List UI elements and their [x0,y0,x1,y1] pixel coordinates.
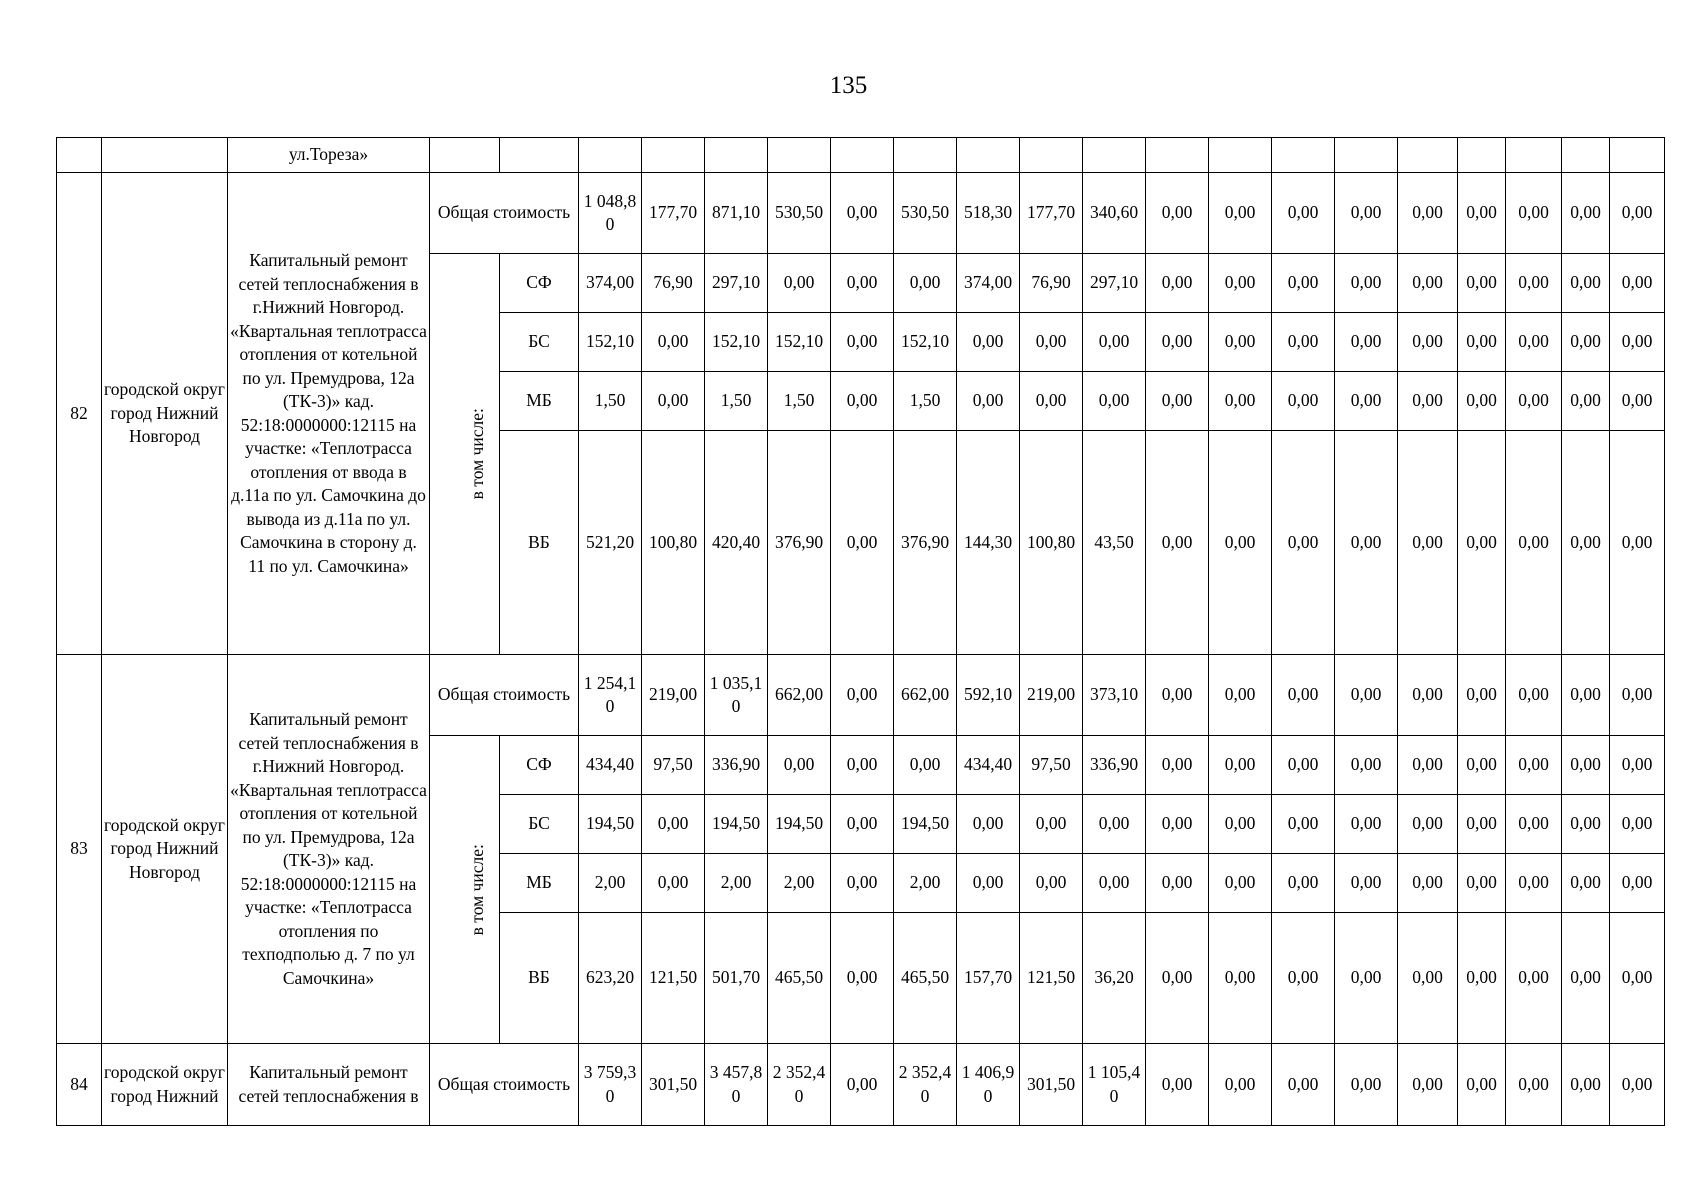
value-cell: 0,00 [1610,313,1665,372]
value-cell: 0,00 [1610,736,1665,795]
empty-cell [1610,138,1665,173]
value-cell: 0,00 [1083,854,1146,913]
empty-cell [102,138,228,173]
value-cell: 3 457,80 [705,1044,768,1126]
empty-cell [1083,138,1146,173]
value-cell: 0,00 [1398,372,1458,431]
value-cell: 0,00 [1209,313,1272,372]
value-cell: 0,00 [1562,655,1610,736]
empty-cell [1398,138,1458,173]
total-cost-label: Общая стоимость [430,655,579,736]
value-cell: 0,00 [831,313,894,372]
value-cell: 0,00 [831,1044,894,1126]
value-cell: 0,00 [1398,173,1458,254]
value-cell: 0,00 [1506,913,1562,1044]
total-cost-label: Общая стоимость [430,173,579,254]
value-cell: 0,00 [1610,431,1665,655]
empty-cell [894,138,957,173]
value-cell: 0,00 [1610,854,1665,913]
value-cell: 434,40 [957,736,1020,795]
value-cell: 0,00 [1610,1044,1665,1126]
value-cell: 521,20 [579,431,642,655]
value-cell: 340,60 [1083,173,1146,254]
value-cell: 100,80 [642,431,705,655]
value-cell: 0,00 [1335,655,1398,736]
value-cell: 0,00 [957,313,1020,372]
value-cell: 0,00 [1398,431,1458,655]
value-cell: 592,10 [957,655,1020,736]
value-cell: 0,00 [642,372,705,431]
value-cell: 0,00 [1209,254,1272,313]
value-cell: 434,40 [579,736,642,795]
value-cell: 376,90 [768,431,831,655]
value-cell: 0,00 [1506,254,1562,313]
value-cell: 0,00 [1562,254,1610,313]
empty-cell [705,138,768,173]
value-cell: 0,00 [831,173,894,254]
value-cell: 1 105,40 [1083,1044,1146,1126]
value-cell: 2,00 [705,854,768,913]
value-cell: 1 254,10 [579,655,642,736]
empty-cell [1272,138,1335,173]
value-cell: 420,40 [705,431,768,655]
value-cell: 0,00 [1083,313,1146,372]
value-cell: 0,00 [831,655,894,736]
continuation-row [57,138,1665,173]
value-cell: 0,00 [957,854,1020,913]
value-cell: 0,00 [1458,736,1506,795]
value-cell: 0,00 [1272,254,1335,313]
value-cell: 177,70 [1020,173,1083,254]
value-cell: 0,00 [1209,372,1272,431]
funding-source: БС [500,795,579,854]
value-cell: 97,50 [642,736,705,795]
value-cell: 194,50 [894,795,957,854]
value-cell: 0,00 [1146,173,1209,254]
value-cell: 530,50 [894,173,957,254]
value-cell: 0,00 [831,854,894,913]
value-cell: 518,30 [957,173,1020,254]
empty-cell [1506,138,1562,173]
value-cell: 0,00 [1146,736,1209,795]
value-cell: 2,00 [894,854,957,913]
value-cell: 152,10 [768,313,831,372]
value-cell: 0,00 [1335,313,1398,372]
value-cell: 43,50 [1083,431,1146,655]
value-cell: 0,00 [1562,795,1610,854]
object-description: Капитальный ремонт сетей теплоснабжения в г.Нижний Новгород. «Квартальная теплотрасса отопления от котельной по ул. Премудрова, 12а (ТК-3)» кад. 52:18:0000000:12115 на участке: «Теплотрасса отопления от ввода в д.11а по ул. Самочкина до вывода из д.11а по ул. Самочкина в сторону д. 11 по ул. Самочкина» [228,173,430,655]
value-cell: 0,00 [1562,1044,1610,1126]
value-cell: 194,50 [705,795,768,854]
value-cell: 0,00 [1458,854,1506,913]
value-cell: 219,00 [1020,655,1083,736]
value-cell: 0,00 [1272,655,1335,736]
row-number: 82 [57,173,102,655]
value-cell: 152,10 [894,313,957,372]
table-row [57,655,1665,736]
value-cell: 1,50 [768,372,831,431]
value-cell: 0,00 [1562,431,1610,655]
value-cell: 336,90 [1083,736,1146,795]
value-cell: 1 406,90 [957,1044,1020,1126]
value-cell: 0,00 [1146,313,1209,372]
value-cell: 1,50 [579,372,642,431]
value-cell: 0,00 [1083,795,1146,854]
value-cell: 0,00 [1209,913,1272,1044]
value-cell: 0,00 [1562,372,1610,431]
empty-cell [1335,138,1398,173]
value-cell: 0,00 [831,795,894,854]
value-cell: 1,50 [705,372,768,431]
funding-table [56,137,1665,1126]
value-cell: 0,00 [1146,254,1209,313]
value-cell: 0,00 [1083,372,1146,431]
value-cell: 152,10 [579,313,642,372]
value-cell: 0,00 [1146,655,1209,736]
value-cell: 0,00 [1398,913,1458,1044]
value-cell: 97,50 [1020,736,1083,795]
value-cell: 3 759,30 [579,1044,642,1126]
value-cell: 0,00 [1335,736,1398,795]
value-cell: 144,30 [957,431,1020,655]
value-cell: 0,00 [1209,173,1272,254]
object-description: Капитальный ремонт сетей теплоснабжения в г.Нижний Новгород. «Квартальная теплотрасса отопления от котельной по ул. Премудрова, 12а (ТК-3)» кад. 52:18:0000000:12115 на участке: «Теплотрасса отопления по техподполью д. 7 по ул Самочкина» [228,655,430,1044]
funding-source: ВБ [500,913,579,1044]
value-cell: 530,50 [768,173,831,254]
value-cell: 297,10 [1083,254,1146,313]
value-cell: 0,00 [1398,795,1458,854]
value-cell: 871,10 [705,173,768,254]
value-cell: 0,00 [1335,1044,1398,1126]
value-cell: 0,00 [1562,854,1610,913]
funding-source: БС [500,313,579,372]
value-cell: 0,00 [1398,313,1458,372]
empty-cell [957,138,1020,173]
value-cell: 0,00 [1506,736,1562,795]
value-cell: 0,00 [1398,254,1458,313]
including-label-cell [430,254,500,655]
value-cell: 0,00 [1020,795,1083,854]
value-cell: 301,50 [642,1044,705,1126]
value-cell: 0,00 [1146,913,1209,1044]
row-number: 84 [57,1044,102,1126]
value-cell: 0,00 [1610,655,1665,736]
empty-cell [500,138,579,173]
value-cell: 623,20 [579,913,642,1044]
value-cell: 2,00 [768,854,831,913]
page-number: 135 [829,72,868,99]
value-cell: 0,00 [831,254,894,313]
funding-source: МБ [500,372,579,431]
value-cell: 0,00 [1209,736,1272,795]
value-cell: 0,00 [1506,854,1562,913]
value-cell: 0,00 [1458,254,1506,313]
value-cell: 0,00 [1506,795,1562,854]
including-label: в том числе: [466,843,487,936]
row-number: 83 [57,655,102,1044]
value-cell: 0,00 [1458,913,1506,1044]
value-cell: 0,00 [1458,1044,1506,1126]
value-cell: 0,00 [1335,854,1398,913]
value-cell: 0,00 [1272,431,1335,655]
value-cell: 194,50 [579,795,642,854]
funding-source: ВБ [500,431,579,655]
value-cell: 0,00 [1398,1044,1458,1126]
empty-cell [768,138,831,173]
value-cell: 177,70 [642,173,705,254]
value-cell: 0,00 [1272,173,1335,254]
value-cell: 0,00 [1272,736,1335,795]
value-cell: 0,00 [957,372,1020,431]
empty-cell [1458,138,1506,173]
value-cell: 0,00 [1506,1044,1562,1126]
value-cell: 100,80 [1020,431,1083,655]
value-cell: 76,90 [1020,254,1083,313]
empty-cell [1562,138,1610,173]
value-cell: 0,00 [768,254,831,313]
value-cell: 0,00 [1458,313,1506,372]
value-cell: 0,00 [1335,795,1398,854]
value-cell: 1 035,10 [705,655,768,736]
value-cell: 0,00 [1610,913,1665,1044]
table-row [57,173,1665,254]
value-cell: 0,00 [1610,795,1665,854]
value-cell: 152,10 [705,313,768,372]
total-cost-label: Общая стоимость [430,1044,579,1126]
value-cell: 0,00 [1272,854,1335,913]
value-cell: 0,00 [642,854,705,913]
value-cell: 0,00 [831,736,894,795]
value-cell: 0,00 [1562,173,1610,254]
value-cell: 0,00 [1458,173,1506,254]
value-cell: 0,00 [1458,655,1506,736]
value-cell: 373,10 [1083,655,1146,736]
value-cell: 76,90 [642,254,705,313]
funding-source: СФ [500,254,579,313]
empty-cell [1020,138,1083,173]
municipality: городской округ город Нижний Новгород [102,173,228,655]
value-cell: 0,00 [1272,1044,1335,1126]
empty-cell [1209,138,1272,173]
value-cell: 465,50 [894,913,957,1044]
empty-cell [1146,138,1209,173]
value-cell: 662,00 [894,655,957,736]
value-cell: 0,00 [831,431,894,655]
value-cell: 0,00 [894,254,957,313]
value-cell: 0,00 [1146,431,1209,655]
value-cell: 0,00 [1398,854,1458,913]
value-cell: 0,00 [1335,372,1398,431]
value-cell: 0,00 [1458,431,1506,655]
funding-source: СФ [500,736,579,795]
value-cell: 0,00 [1020,372,1083,431]
value-cell: 0,00 [831,372,894,431]
municipality: городской округ город Нижний [102,1044,228,1126]
value-cell: 0,00 [1506,313,1562,372]
value-cell: 0,00 [1506,372,1562,431]
empty-cell [579,138,642,173]
value-cell: 0,00 [1398,655,1458,736]
value-cell: 336,90 [705,736,768,795]
value-cell: 121,50 [1020,913,1083,1044]
object-description: Капитальный ремонт сетей теплоснабжения в [228,1044,430,1126]
including-label: в том числе: [466,408,487,500]
empty-cell [57,138,102,173]
funding-source: МБ [500,854,579,913]
value-cell: 157,70 [957,913,1020,1044]
empty-cell [642,138,705,173]
continuation-text: ул.Тореза» [228,138,430,173]
value-cell: 0,00 [1146,854,1209,913]
value-cell: 465,50 [768,913,831,1044]
value-cell: 0,00 [1272,913,1335,1044]
value-cell: 1,50 [894,372,957,431]
value-cell: 0,00 [1146,1044,1209,1126]
value-cell: 36,20 [1083,913,1146,1044]
value-cell: 0,00 [957,795,1020,854]
value-cell: 0,00 [1610,372,1665,431]
value-cell: 297,10 [705,254,768,313]
value-cell: 0,00 [1272,372,1335,431]
value-cell: 0,00 [1506,431,1562,655]
empty-cell [430,138,500,173]
value-cell: 662,00 [768,655,831,736]
value-cell: 0,00 [1506,655,1562,736]
value-cell: 0,00 [1335,431,1398,655]
value-cell: 2 352,40 [894,1044,957,1126]
value-cell: 0,00 [1335,173,1398,254]
value-cell: 0,00 [1562,313,1610,372]
empty-cell [831,138,894,173]
value-cell: 1 048,80 [579,173,642,254]
value-cell: 0,00 [1209,431,1272,655]
value-cell: 374,00 [957,254,1020,313]
value-cell: 0,00 [1209,1044,1272,1126]
municipality: городской округ город Нижний Новгород [102,655,228,1044]
value-cell: 0,00 [1020,854,1083,913]
value-cell: 0,00 [1335,913,1398,1044]
value-cell: 2,00 [579,854,642,913]
value-cell: 0,00 [1209,655,1272,736]
value-cell: 0,00 [1458,372,1506,431]
value-cell: 0,00 [1209,854,1272,913]
value-cell: 0,00 [1209,795,1272,854]
value-cell: 0,00 [1562,913,1610,1044]
including-label-cell [430,736,500,1044]
value-cell: 121,50 [642,913,705,1044]
value-cell: 194,50 [768,795,831,854]
value-cell: 0,00 [1146,372,1209,431]
value-cell: 0,00 [642,313,705,372]
value-cell: 0,00 [1610,173,1665,254]
value-cell: 301,50 [1020,1044,1083,1126]
value-cell: 0,00 [1562,736,1610,795]
value-cell: 0,00 [1398,736,1458,795]
value-cell: 0,00 [1610,254,1665,313]
value-cell: 0,00 [1020,313,1083,372]
value-cell: 219,00 [642,655,705,736]
value-cell: 0,00 [1506,173,1562,254]
value-cell: 0,00 [1458,795,1506,854]
value-cell: 0,00 [1272,795,1335,854]
value-cell: 0,00 [1146,795,1209,854]
value-cell: 2 352,40 [768,1044,831,1126]
value-cell: 0,00 [768,736,831,795]
value-cell: 374,00 [579,254,642,313]
table-row [57,1044,1665,1126]
value-cell: 0,00 [831,913,894,1044]
value-cell: 501,70 [705,913,768,1044]
value-cell: 0,00 [1335,254,1398,313]
value-cell: 0,00 [894,736,957,795]
value-cell: 376,90 [894,431,957,655]
value-cell: 0,00 [642,795,705,854]
value-cell: 0,00 [1272,313,1335,372]
